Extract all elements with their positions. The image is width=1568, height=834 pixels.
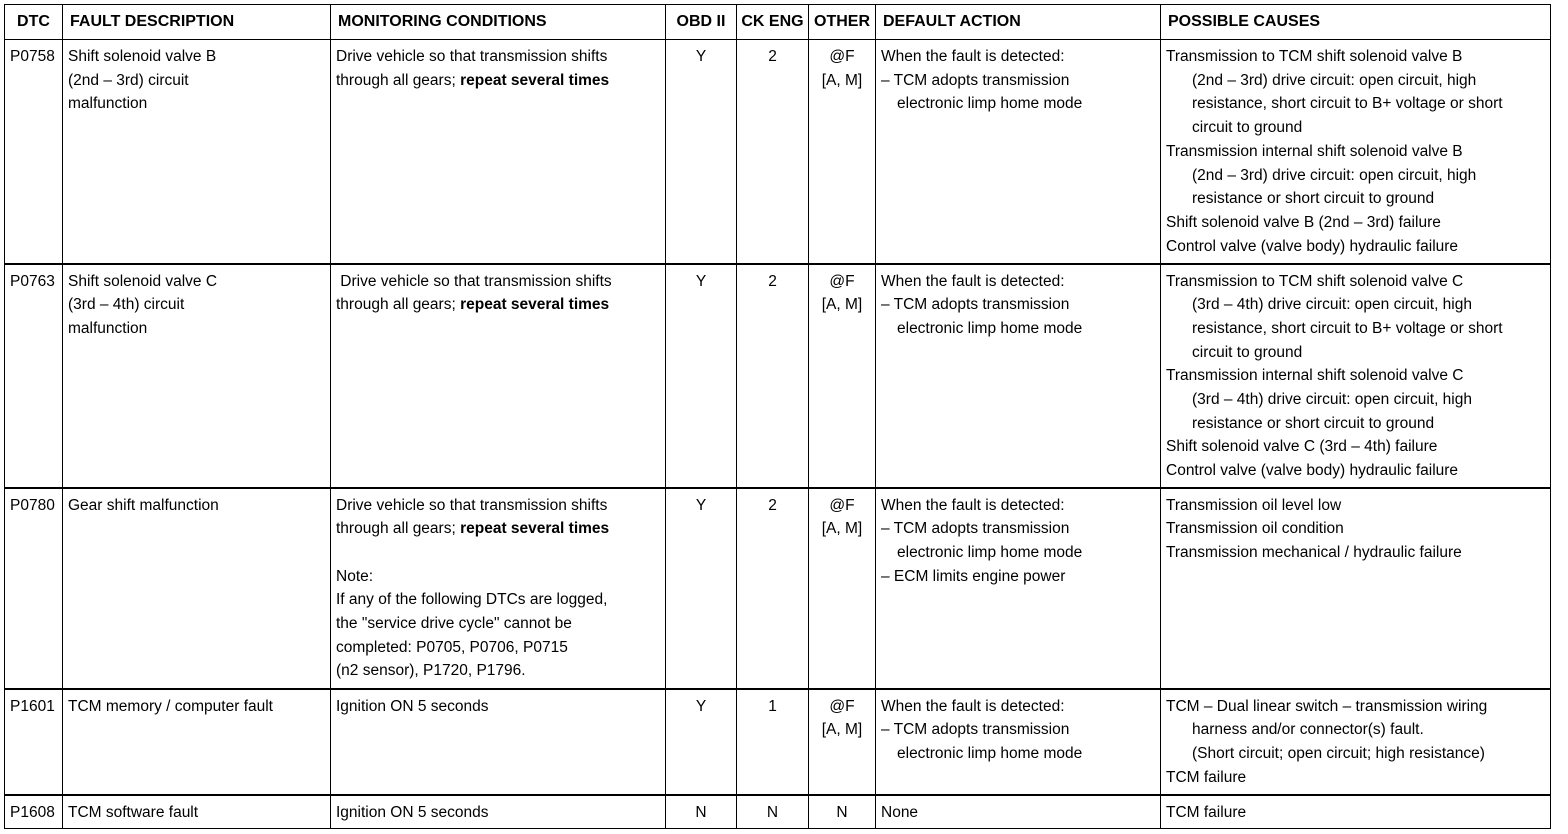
- default-line: – TCM adopts transmission: [881, 721, 1070, 739]
- cause-line: Transmission oil level low: [1166, 496, 1342, 514]
- possible-causes: [1161, 40, 1551, 264]
- obd-ii: Y: [666, 689, 737, 795]
- note-line: (n2 sensor), P1720, P1796.: [336, 662, 526, 680]
- cause-line: harness and/or connector(s) fault.: [1192, 721, 1424, 739]
- obd-ii: N: [666, 795, 737, 829]
- header-default-action: DEFAULT ACTION: [876, 5, 1161, 40]
- monitoring-text: through all gears;: [336, 296, 456, 314]
- table-row: [5, 40, 1551, 264]
- monitoring-line: Drive vehicle so that transmission shifts: [336, 272, 612, 290]
- cause-line: (2nd – 3rd) drive circuit: open circuit, high: [1192, 71, 1477, 89]
- monitoring-line: Drive vehicle so that transmission shifts: [336, 48, 608, 65]
- header-possible-causes: POSSIBLE CAUSES: [1161, 5, 1551, 40]
- monitoring-line: [336, 69, 662, 93]
- fault-line: malfunction: [68, 319, 148, 337]
- default-line: When the fault is detected:: [881, 48, 1065, 65]
- cause-line: TCM – Dual linear switch – transmission wiring: [1166, 697, 1488, 715]
- default-line: When the fault is detected:: [881, 272, 1065, 290]
- fault-line: malfunction: [68, 95, 148, 113]
- ck-eng: N: [737, 795, 809, 829]
- cause-line: (3rd – 4th) drive circuit: open circuit, high: [1192, 296, 1472, 314]
- other: N: [809, 795, 876, 829]
- other-line: @F: [829, 272, 855, 290]
- fault-description: [63, 488, 331, 689]
- header-dtc: DTC: [5, 5, 63, 40]
- default-line: electronic limp home mode: [897, 543, 1083, 561]
- dtc-table: [4, 4, 1551, 829]
- other-line: @F: [829, 48, 855, 65]
- monitoring-line: [336, 293, 662, 317]
- fault-line: TCM memory / computer fault: [68, 697, 273, 715]
- default-line: – ECM limits engine power: [881, 567, 1066, 585]
- default-line: When the fault is detected:: [881, 697, 1065, 715]
- monitoring-line: Ignition ON 5 seconds: [336, 697, 489, 715]
- note-line: Note:: [336, 567, 374, 585]
- default-line: electronic limp home mode: [897, 95, 1083, 113]
- monitoring-conditions: [331, 40, 666, 264]
- note-line: the "service drive cycle" cannot be: [336, 615, 572, 632]
- header-other: OTHER: [809, 5, 876, 40]
- fault-description: [63, 264, 331, 488]
- header-fault-description: FAULT DESCRIPTION: [63, 5, 331, 40]
- cause-line: Transmission internal shift solenoid valve C: [1166, 367, 1464, 385]
- fault-line: Shift solenoid valve C: [68, 272, 218, 290]
- header-obd: OBD II: [666, 5, 737, 40]
- other: [809, 689, 876, 795]
- default-action: [876, 689, 1161, 795]
- fault-line: (2nd – 3rd) circuit: [68, 71, 189, 89]
- default-action: [876, 795, 1161, 829]
- cause-line: resistance or short circuit to ground: [1192, 190, 1435, 208]
- other-line: [A, M]: [821, 520, 863, 538]
- default-action: [876, 40, 1161, 264]
- fault-description: [63, 40, 331, 264]
- header-ck-eng: CK ENG: [737, 5, 809, 40]
- monitoring-conditions: [331, 795, 666, 829]
- other-line: @F: [829, 697, 855, 715]
- default-line: – TCM adopts transmission: [881, 71, 1070, 89]
- header-row: [5, 5, 1551, 40]
- obd-ii: Y: [666, 40, 737, 264]
- monitoring-text: through all gears;: [336, 71, 456, 89]
- monitoring-emphasis: repeat several times: [460, 296, 610, 314]
- other-line: [A, M]: [821, 296, 863, 314]
- default-line: electronic limp home mode: [897, 744, 1083, 762]
- cause-line: TCM failure: [1166, 768, 1247, 786]
- cause-line: Control valve (valve body) hydraulic failure: [1166, 237, 1459, 255]
- cause-line: Transmission internal shift solenoid valve B: [1166, 142, 1463, 160]
- monitoring-line: Ignition ON 5 seconds: [336, 803, 489, 821]
- spacer: [336, 541, 662, 565]
- other-line: [A, M]: [821, 71, 863, 89]
- table-row: [5, 689, 1551, 795]
- note-line: completed: P0705, P0706, P0715: [336, 638, 568, 656]
- other-line: [A, M]: [821, 721, 863, 739]
- cause-line: resistance, short circuit to B+ voltage or short: [1192, 319, 1503, 337]
- cause-line: Transmission mechanical / hydraulic failure: [1166, 543, 1462, 561]
- possible-causes: [1161, 689, 1551, 795]
- other: [809, 488, 876, 689]
- cause-line: (3rd – 4th) drive circuit: open circuit, high: [1192, 391, 1472, 409]
- cause-line: Shift solenoid valve B (2nd – 3rd) failure: [1166, 213, 1441, 231]
- obd-ii: Y: [666, 488, 737, 689]
- monitoring-emphasis: repeat several times: [460, 520, 610, 538]
- default-action: [876, 488, 1161, 689]
- default-line: – TCM adopts transmission: [881, 520, 1070, 538]
- ck-eng: 2: [737, 264, 809, 488]
- monitoring-conditions: [331, 264, 666, 488]
- cause-line: TCM failure: [1166, 803, 1247, 821]
- cause-line: (2nd – 3rd) drive circuit: open circuit, high: [1192, 166, 1477, 184]
- monitoring-text: through all gears;: [336, 520, 456, 538]
- cause-line: Shift solenoid valve C (3rd – 4th) failure: [1166, 438, 1438, 456]
- monitoring-conditions: [331, 488, 666, 689]
- cause-line: circuit to ground: [1192, 343, 1303, 361]
- cause-line: resistance, short circuit to B+ voltage or short: [1192, 95, 1503, 113]
- obd-ii: Y: [666, 264, 737, 488]
- cause-line: Transmission to TCM shift solenoid valve B: [1166, 48, 1463, 65]
- dtc-code: P0763: [5, 264, 63, 488]
- fault-description: [63, 795, 331, 829]
- fault-line: (3rd – 4th) circuit: [68, 296, 185, 314]
- dtc-code: P1608: [5, 795, 63, 829]
- default-line: When the fault is detected:: [881, 496, 1065, 514]
- monitoring-conditions: [331, 689, 666, 795]
- possible-causes: [1161, 488, 1551, 689]
- table-row: [5, 795, 1551, 829]
- ck-eng: 2: [737, 40, 809, 264]
- fault-line: Shift solenoid valve B: [68, 48, 217, 65]
- default-line: – TCM adopts transmission: [881, 296, 1070, 314]
- cause-line: Control valve (valve body) hydraulic failure: [1166, 462, 1459, 480]
- monitoring-line: Drive vehicle so that transmission shifts: [336, 496, 608, 514]
- default-line: electronic limp home mode: [897, 319, 1083, 337]
- table-row: [5, 488, 1551, 689]
- monitoring-emphasis: repeat several times: [460, 71, 610, 89]
- fault-line: Gear shift malfunction: [68, 496, 219, 514]
- possible-causes: [1161, 795, 1551, 829]
- other-line: @F: [829, 496, 855, 514]
- cause-line: Transmission oil condition: [1166, 520, 1344, 538]
- cause-line: resistance or short circuit to ground: [1192, 414, 1435, 432]
- dtc-code: P0780: [5, 488, 63, 689]
- fault-description: [63, 689, 331, 795]
- possible-causes: [1161, 264, 1551, 488]
- other: [809, 40, 876, 264]
- other: [809, 264, 876, 488]
- dtc-code: P0758: [5, 40, 63, 264]
- dtc-code: P1601: [5, 689, 63, 795]
- table-row: [5, 264, 1551, 488]
- ck-eng: 1: [737, 689, 809, 795]
- note-line: If any of the following DTCs are logged,: [336, 591, 608, 609]
- cause-line: circuit to ground: [1192, 119, 1303, 137]
- cause-line: (Short circuit; open circuit; high resistance): [1192, 744, 1485, 762]
- cause-line: Transmission to TCM shift solenoid valve C: [1166, 272, 1464, 290]
- header-monitoring-conditions: MONITORING CONDITIONS: [331, 5, 666, 40]
- ck-eng: 2: [737, 488, 809, 689]
- monitoring-line: [336, 517, 662, 541]
- default-line: None: [881, 803, 919, 821]
- fault-line: TCM software fault: [68, 803, 199, 821]
- default-action: [876, 264, 1161, 488]
